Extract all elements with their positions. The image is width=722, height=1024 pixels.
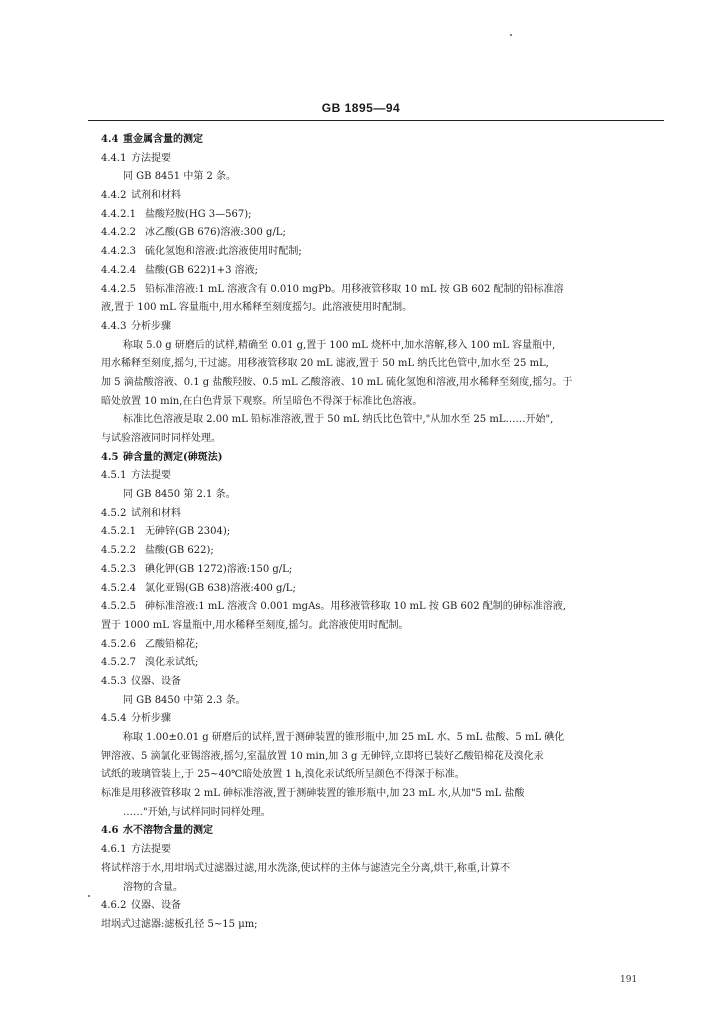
text-line (101, 729, 675, 748)
section-line (101, 598, 675, 617)
section-number: 4.6.2 (101, 900, 127, 912)
section-title: 盐酸(GB 622); (145, 545, 214, 557)
section-title: 砷含量的测定(砷斑法) (123, 451, 223, 463)
section-title: 冰乙酸(GB 676)溶液:300 g/L; (145, 227, 286, 239)
paragraph-text: 同 GB 8451 中第 2 条。 (123, 171, 237, 183)
page-header: GB 1895—94 (321, 101, 401, 115)
paragraph-text: ……"开始,与试样同时同样处理。 (123, 806, 271, 818)
text-line (101, 804, 675, 823)
section-title: 方法提要 (131, 470, 171, 482)
section-number: 4.4.1 (101, 152, 127, 164)
text-line (101, 411, 675, 430)
section-line (101, 841, 675, 860)
section-number: 4.5.2.1 (101, 526, 136, 538)
section-number: 4.4.2.3 (101, 246, 136, 258)
paragraph-text: 与试验溶液同时同样处理。 (101, 433, 221, 444)
section-number: 4.6.1 (101, 844, 127, 856)
section-line (101, 467, 675, 486)
section-number: 4.5.4 (101, 713, 127, 725)
text-line (101, 860, 675, 879)
section-line (101, 710, 675, 729)
section-line (101, 897, 675, 916)
document-body (101, 131, 675, 935)
section-title: 试剂和材料 (131, 190, 181, 202)
text-line (101, 393, 675, 412)
section-number: 4.5.3 (101, 675, 127, 687)
text-line (101, 374, 675, 393)
section-number: 4.5.2.6 (101, 638, 136, 650)
section-number: 4.5.2.4 (101, 582, 136, 594)
section-title: 试剂和材料 (131, 507, 181, 519)
section-title: 无砷锌(GB 2304); (145, 526, 231, 538)
paragraph-text: 钾溶液、5 滴氯化亚锡溶液,摇匀,室温放置 10 min,加 3 g 无砷锌,立即将已装好乙酸铅棉花及溴化汞 (101, 750, 544, 762)
section-number: 4.5.2.7 (101, 657, 136, 669)
section-title: 碘化钾(GB 1272)溶液:150 g/L; (145, 563, 293, 575)
paragraph-text: 溶物的含量。 (123, 881, 183, 893)
text-line (101, 168, 675, 187)
section-line (101, 187, 675, 206)
paragraph-text: 置于 1000 mL 容量瓶中,用水稀释至刻度,摇匀。此溶液使用时配制。 (101, 619, 409, 631)
section-number: 4.4.2.1 (101, 208, 136, 220)
text-line (101, 486, 675, 505)
section-title: 硫化氢饱和溶液:此溶液使用时配制; (145, 246, 302, 258)
text-line (101, 692, 675, 711)
section-number: 4.4.2 (101, 190, 127, 202)
section-number: 4.4.2.4 (101, 264, 136, 276)
text-line (101, 617, 675, 636)
section-title: 砷标准溶液:1 mL 溶液含 0.001 mgAs。用移液管移取 10 mL 按 GB 602 配制的砷标准溶液, (145, 601, 566, 613)
section-line (101, 150, 675, 169)
text-line (101, 299, 675, 318)
section-line (101, 318, 675, 337)
section-line (101, 243, 675, 262)
paragraph-text: 用水稀释至刻度,摇匀,干过滤。用移液管移取 20 mL 滤液,置于 50 mL 纳氏比色管中,加水至 25 mL, (101, 358, 549, 370)
paragraph-text: 标准比色溶液是取 2.00 mL 铅标准溶液,置于 50 mL 纳氏比色管中,"从加水至 25 mL……开始", (123, 414, 554, 426)
section-title: 分析步骤 (131, 320, 171, 332)
paragraph-text: 液,置于 100 mL 容量瓶中,用水稀释至刻度摇匀。此溶液使用时配制。 (101, 302, 413, 314)
section-title: 溴化汞试纸; (145, 657, 199, 669)
section-line (101, 505, 675, 524)
section-title: 铅标准溶液:1 mL 溶液含有 0.010 mgPb。用移液管移取 10 mL 按 GB 602 配制的铅标准溶 (145, 283, 564, 295)
section-number: 4.5.2.3 (101, 563, 136, 575)
text-line (101, 355, 675, 374)
section-title: 分析步骤 (131, 713, 171, 725)
section-number: 4.4.2.5 (101, 283, 136, 295)
paragraph-text: 加 5 滴盐酸溶液、0.1 g 盐酸羟胺、0.5 mL 乙酸溶液、10 mL 硫化氢饱和溶液,用水稀释至刻度,摇匀。于 (101, 376, 573, 388)
section-title: 仪器、设备 (131, 900, 181, 912)
paragraph-text: 同 GB 8450 中第 2.3 条。 (123, 694, 246, 706)
section-line (101, 262, 675, 281)
scan-speck (88, 895, 90, 897)
section-title: 盐酸(GB 622)1+3 溶液; (145, 264, 259, 276)
section-title: 重金属含量的测定 (123, 134, 203, 145)
section-line (101, 542, 675, 561)
section-title: 盐酸羟胺(HG 3—567); (145, 208, 252, 220)
text-line (101, 879, 675, 898)
section-line (101, 636, 675, 655)
section-line (101, 580, 675, 599)
paragraph-text: 坩埚式过滤器:滤板孔径 5~15 μm; (101, 918, 258, 930)
section-line (101, 822, 675, 841)
section-number: 4.4 (101, 134, 119, 145)
paragraph-text: 暗处放置 10 min,在白色背景下观察。所呈暗色不得深于标准比色溶液。 (101, 395, 423, 407)
paragraph-text: 将试样溶于水,用坩埚式过滤器过滤,用水洗涤,使试样的主体与滤渣完全分离,烘干,称重,计算不 (101, 862, 511, 874)
section-line (101, 206, 675, 225)
text-line (101, 337, 675, 356)
section-line (101, 561, 675, 580)
section-line (101, 224, 675, 243)
section-title: 氯化亚锡(GB 638)溶液:400 g/L; (145, 582, 296, 594)
section-line (101, 523, 675, 542)
section-number: 4.5 (101, 451, 119, 463)
section-number: 4.6 (101, 825, 119, 837)
scan-speck (510, 34, 512, 36)
section-number: 4.5.2.2 (101, 545, 136, 557)
text-line (101, 785, 675, 804)
paragraph-text: 标准是用移液管移取 2 mL 砷标准溶液,置于测砷装置的锥形瓶中,加 23 mL 水,从加"5 mL 盐酸 (101, 788, 525, 800)
section-line (101, 654, 675, 673)
section-number: 4.4.2.2 (101, 227, 136, 239)
section-title: 水不溶物含量的测定 (123, 825, 213, 837)
section-title: 乙酸铅棉花; (145, 638, 199, 650)
page-number: 191 (620, 975, 638, 985)
section-line (101, 281, 675, 300)
text-line (101, 430, 675, 449)
paragraph-text: 同 GB 8450 第 2.1 条。 (123, 489, 236, 501)
section-title: 方法提要 (131, 152, 171, 164)
paragraph-text: 试纸的玻璃管装上,于 25~40℃暗处放置 1 h,溴化汞试纸所呈颜色不得深于标准。 (101, 769, 465, 781)
section-number: 4.5.2.5 (101, 601, 136, 613)
section-title: 方法提要 (131, 844, 171, 856)
section-line (101, 673, 675, 692)
section-number: 4.4.3 (101, 320, 127, 332)
paragraph-text: 称取 5.0 g 研磨后的试样,精确至 0.01 g,置于 100 mL 烧杯中,加水溶解,移入 100 mL 容量瓶中, (123, 339, 556, 351)
text-line (101, 766, 675, 785)
text-line (101, 748, 675, 767)
section-title: 仪器、设备 (131, 675, 181, 687)
section-number: 4.5.1 (101, 470, 127, 482)
text-line (101, 916, 675, 935)
paragraph-text: 称取 1.00±0.01 g 研磨后的试样,置于测砷装置的锥形瓶中,加 25 mL 水、5 mL 盐酸、5 mL 碘化 (123, 732, 565, 743)
header-rule (88, 120, 664, 121)
section-line (101, 449, 675, 468)
section-number: 4.5.2 (101, 507, 127, 519)
section-line (101, 131, 675, 150)
